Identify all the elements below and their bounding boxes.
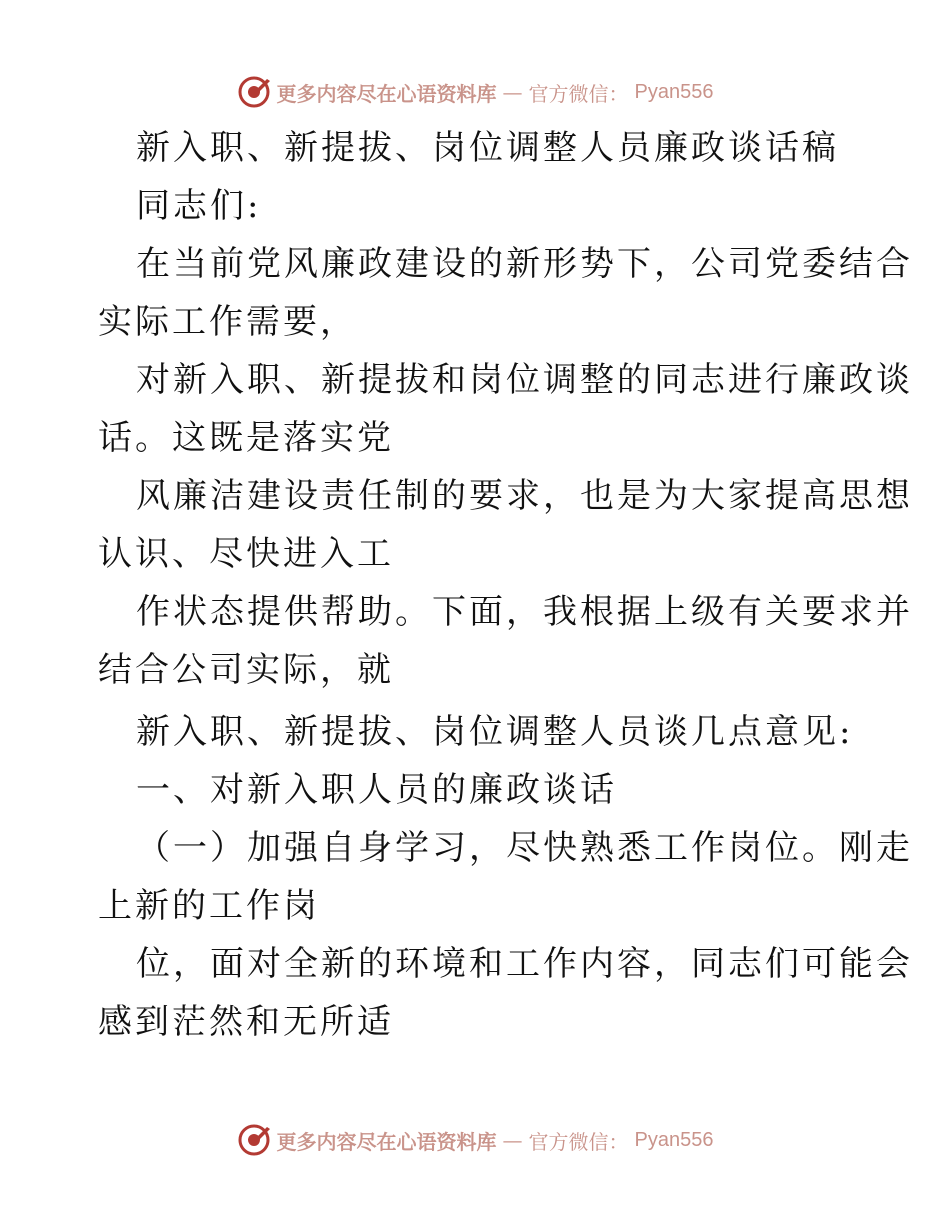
section-heading: 一、对新入职人员的廉政谈话	[136, 770, 617, 810]
body-line: 风廉洁建设责任制的要求，也是为大家提高思想	[136, 476, 913, 516]
body-line: 新入职、新提拔、岗位调整人员谈几点意见:	[136, 712, 854, 752]
watermark-dash: —	[502, 1128, 523, 1152]
body-line: 实际工作需要，	[98, 302, 357, 342]
pen-logo-icon	[237, 1123, 271, 1157]
body-line: 认识、尽快进入工	[98, 534, 394, 574]
document-title: 新入职、新提拔、岗位调整人员廉政谈话稿	[136, 128, 839, 168]
watermark-site-text: 更多内容尽在心语资料库	[276, 1129, 497, 1154]
body-line: 上新的工作岗	[98, 886, 320, 926]
body-line: 结合公司实际，就	[98, 650, 394, 690]
body-line: 对新入职、新提拔和岗位调整的同志进行廉政谈	[136, 360, 913, 400]
watermark-site-text: 更多内容尽在心语资料库	[276, 81, 497, 106]
watermark-dash: —	[502, 80, 523, 104]
body-line: 作状态提供帮助。下面，我根据上级有关要求并	[136, 592, 913, 632]
salutation: 同志们:	[136, 186, 262, 226]
header-watermark	[0, 72, 950, 112]
body-line: 位，面对全新的环境和工作内容，同志们可能会	[136, 944, 913, 984]
watermark-wechat-label: 官方微信：	[528, 81, 629, 106]
watermark-wechat-id: Pyan556	[634, 80, 714, 103]
body-line: 感到茫然和无所适	[98, 1002, 394, 1042]
watermark-wechat-label: 官方微信：	[528, 1129, 629, 1154]
watermark-wechat-id: Pyan556	[634, 1128, 714, 1151]
subsection-heading: （一）加强自身学习，尽快熟悉工作岗位。刚走	[136, 828, 913, 868]
pen-logo-icon	[237, 75, 271, 109]
footer-watermark	[0, 1120, 950, 1160]
body-line: 话。这既是落实党	[98, 418, 394, 458]
body-line: 在当前党风廉政建设的新形势下，公司党委结合	[136, 244, 913, 284]
